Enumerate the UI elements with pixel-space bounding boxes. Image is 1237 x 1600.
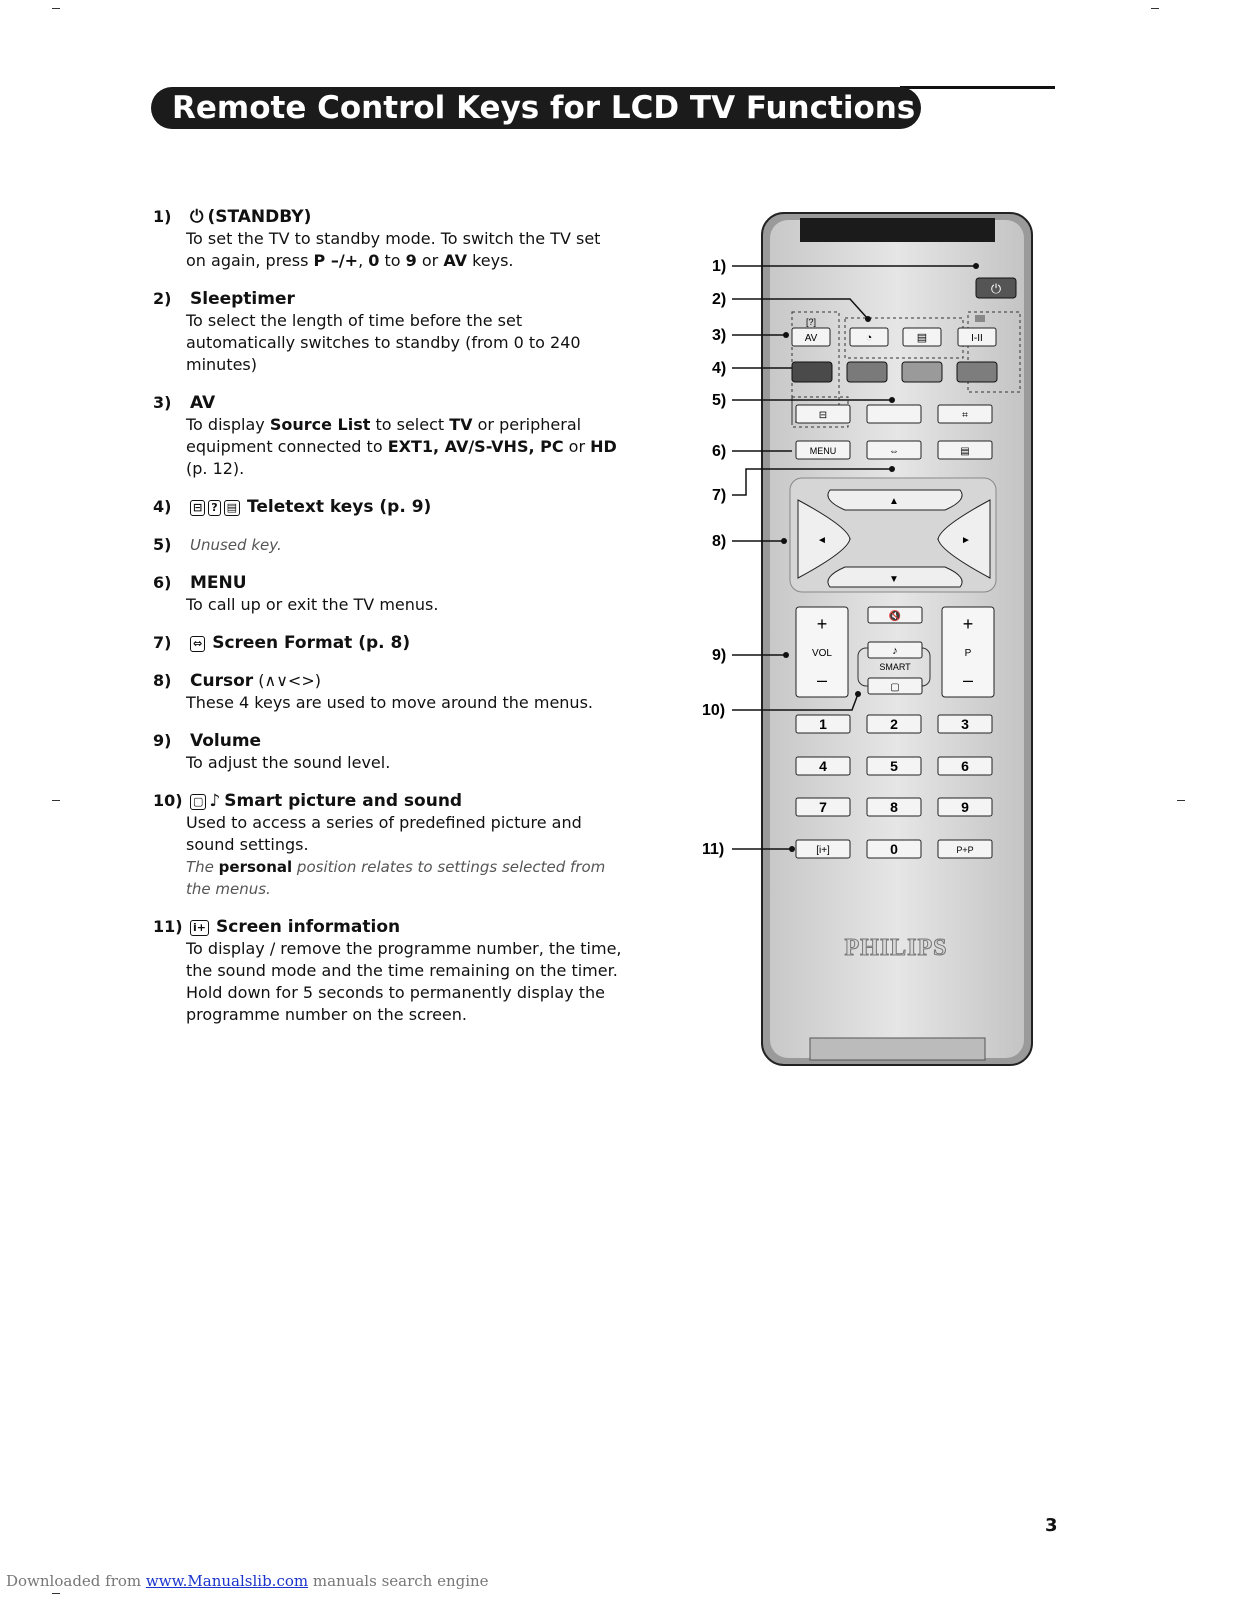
leader-dot: [973, 263, 979, 269]
digit-label: 6: [961, 758, 969, 774]
remote-control-illustration: [700, 210, 1045, 1070]
callout-label: 5): [712, 392, 727, 409]
digit-label: 1: [819, 716, 827, 732]
up-arrow-icon: ▲: [889, 496, 899, 507]
screen-format-icon: ⇔: [190, 636, 205, 652]
list-item: [153, 632, 623, 654]
leader-dot: [789, 846, 795, 852]
digit-label: 8: [890, 799, 898, 815]
list-item: [153, 496, 623, 518]
item-heading: Screen Format (p. 8): [212, 633, 411, 653]
red-key: [792, 362, 832, 382]
leader-dot: [855, 691, 861, 697]
leader-dot: [781, 538, 787, 544]
unused-key: [867, 405, 921, 423]
item-heading: Cursor: [190, 671, 254, 691]
callout-label: 1): [712, 258, 727, 275]
footer-prefix: Downloaded from: [6, 1572, 146, 1590]
volume-plus: +: [816, 614, 828, 634]
list-item: [153, 790, 623, 900]
item-number: 8): [153, 671, 172, 690]
smart-sound-icon: ♪: [892, 645, 898, 657]
leader-dot: [889, 397, 895, 403]
volume-minus: –: [816, 670, 828, 690]
callout-label: 4): [712, 360, 727, 377]
digit-label: 4: [819, 758, 827, 774]
footer: [6, 1572, 489, 1590]
footer-link[interactable]: www.Manualslib.com: [145, 1572, 309, 1590]
list-item: [153, 288, 623, 376]
smart-picture-icon: ▢: [890, 682, 900, 693]
program-plus: +: [962, 614, 974, 634]
list-item: [153, 572, 623, 616]
teletext-mix-icon: ⊟: [190, 500, 205, 516]
item-heading: Teletext keys (p. 9): [247, 497, 432, 517]
item-number: 3): [153, 393, 172, 412]
callout-label: 7): [712, 487, 727, 504]
callout-label: 8): [712, 533, 727, 550]
item-number: 11): [153, 917, 183, 936]
item-description: To display / remove the programme number, the time, the sound mode and the time remaining on the timer. Hold down for 5 seconds to permanently display the programme number on the screen.: [186, 939, 622, 1024]
footer-suffix: manuals search engine: [308, 1572, 489, 1590]
sleeptimer-icon: ◔: [865, 332, 873, 344]
teletext-mix-icon: [975, 315, 985, 322]
crop-mark: [52, 8, 60, 9]
item-number: 10): [153, 791, 183, 810]
list-item: [153, 730, 623, 774]
item-number: 1): [153, 207, 172, 226]
digit-label: 2: [890, 716, 898, 732]
item-heading: Screen information: [216, 917, 401, 937]
info-icon: i+: [190, 920, 209, 936]
digit-label: 5: [890, 758, 898, 774]
item-note: The personal position relates to settings selected from the menus.: [186, 858, 606, 898]
callout-label: 11): [702, 841, 725, 858]
teletext-icon: ▤: [224, 500, 240, 516]
list-item: [153, 392, 623, 480]
digit-label: 9: [961, 799, 969, 815]
item-note: Unused key.: [190, 536, 282, 554]
callout-label: 10): [702, 702, 726, 719]
list-item: [153, 670, 623, 714]
crop-mark: [1151, 8, 1159, 9]
callout-label: 2): [712, 291, 727, 308]
menu-label: MENU: [809, 446, 837, 456]
item-description: To call up or exit the TV menus.: [186, 595, 439, 614]
left-arrow-icon: ◄: [817, 535, 827, 546]
item-number: 6): [153, 573, 172, 592]
item-number: 7): [153, 633, 172, 652]
leader-dot: [865, 316, 871, 322]
yellow-key: [902, 362, 942, 382]
program-minus: –: [962, 670, 974, 690]
pip-label: P+P: [956, 845, 974, 855]
item-heading: Volume: [190, 731, 262, 751]
page-number: 3: [1045, 1515, 1058, 1536]
item-heading: Smart picture and sound: [224, 791, 463, 811]
green-key: [847, 362, 887, 382]
power-icon: ⏻: [990, 281, 1002, 296]
brand-logo: PHILIPS: [844, 935, 948, 961]
leader-dot: [783, 332, 789, 338]
title-rule: [900, 86, 1055, 89]
screen-format-icon: ⇔: [889, 446, 899, 457]
item-heading: (STANDBY): [207, 207, 312, 227]
crop-mark: [52, 1593, 60, 1594]
battery-cover: [810, 1038, 985, 1060]
item-description: These 4 keys are used to move around the menus.: [186, 693, 593, 712]
power-icon: ⏻: [190, 207, 204, 227]
item-heading: MENU: [190, 573, 247, 593]
item-number: 9): [153, 731, 172, 750]
item-number: 4): [153, 497, 172, 516]
ir-window: [800, 218, 995, 242]
right-arrow-icon: ►: [961, 535, 971, 546]
teletext-reveal-icon: ?: [208, 500, 220, 516]
item-description: Used to access a series of predefined picture and sound settings.: [186, 813, 582, 854]
smart-picture-icon: ▢: [190, 794, 206, 810]
item-number: 2): [153, 289, 172, 308]
callout-label: 3): [712, 327, 727, 344]
item-description: To adjust the sound level.: [186, 753, 391, 772]
cursor-glyphs: (∧∨<>): [258, 671, 321, 690]
callout-label: 9): [712, 647, 727, 664]
dual-sound-label: I-II: [971, 333, 983, 344]
digit-label: 3: [961, 716, 969, 732]
item-description: To set the TV to standby mode. To switch the TV set on again, press P –/+, 0 to 9 or AV keys.: [186, 229, 601, 270]
down-arrow-icon: ▼: [889, 574, 899, 585]
program-label: P: [964, 648, 972, 659]
volume-label: VOL: [811, 648, 833, 659]
teletext-mix-icon: ⊟: [818, 410, 828, 421]
av-label: AV: [804, 333, 818, 344]
callout-label: 6): [712, 443, 727, 460]
leader-dot: [783, 652, 789, 658]
smart-sound-icon: ♪: [209, 791, 221, 811]
digit-label: 7: [819, 799, 827, 815]
leader-dot: [889, 466, 895, 472]
teletext-icon: ▤: [960, 446, 970, 457]
item-number: 5): [153, 535, 172, 554]
key-description-list: [153, 206, 623, 1042]
teletext-icon: ▤: [916, 332, 928, 344]
zoom-icon: ⌗: [962, 410, 968, 421]
list-item: [153, 206, 623, 272]
mute-icon: 🔇: [888, 611, 902, 622]
item-description: To select the length of time before the set automatically switches to standby (from 0 to 240 minutes): [186, 311, 581, 374]
smart-label: SMART: [879, 662, 911, 672]
crop-mark: [52, 800, 60, 801]
blue-key: [957, 362, 997, 382]
item-description: To display Source List to select TV or peripheral equipment connected to EXT1, AV/S-VHS, PC or HD (p. 12).: [186, 415, 617, 478]
list-item: [153, 534, 623, 556]
info-icon: [i+]: [816, 845, 830, 856]
digit-label: 0: [890, 841, 898, 857]
item-heading: AV: [190, 393, 216, 413]
item-heading: Sleeptimer: [190, 289, 295, 309]
teletext-reveal-icon: [?]: [805, 317, 817, 327]
crop-mark: [1177, 800, 1185, 801]
page-title: Remote Control Keys for LCD TV Functions: [151, 87, 921, 129]
list-item: [153, 916, 623, 1026]
